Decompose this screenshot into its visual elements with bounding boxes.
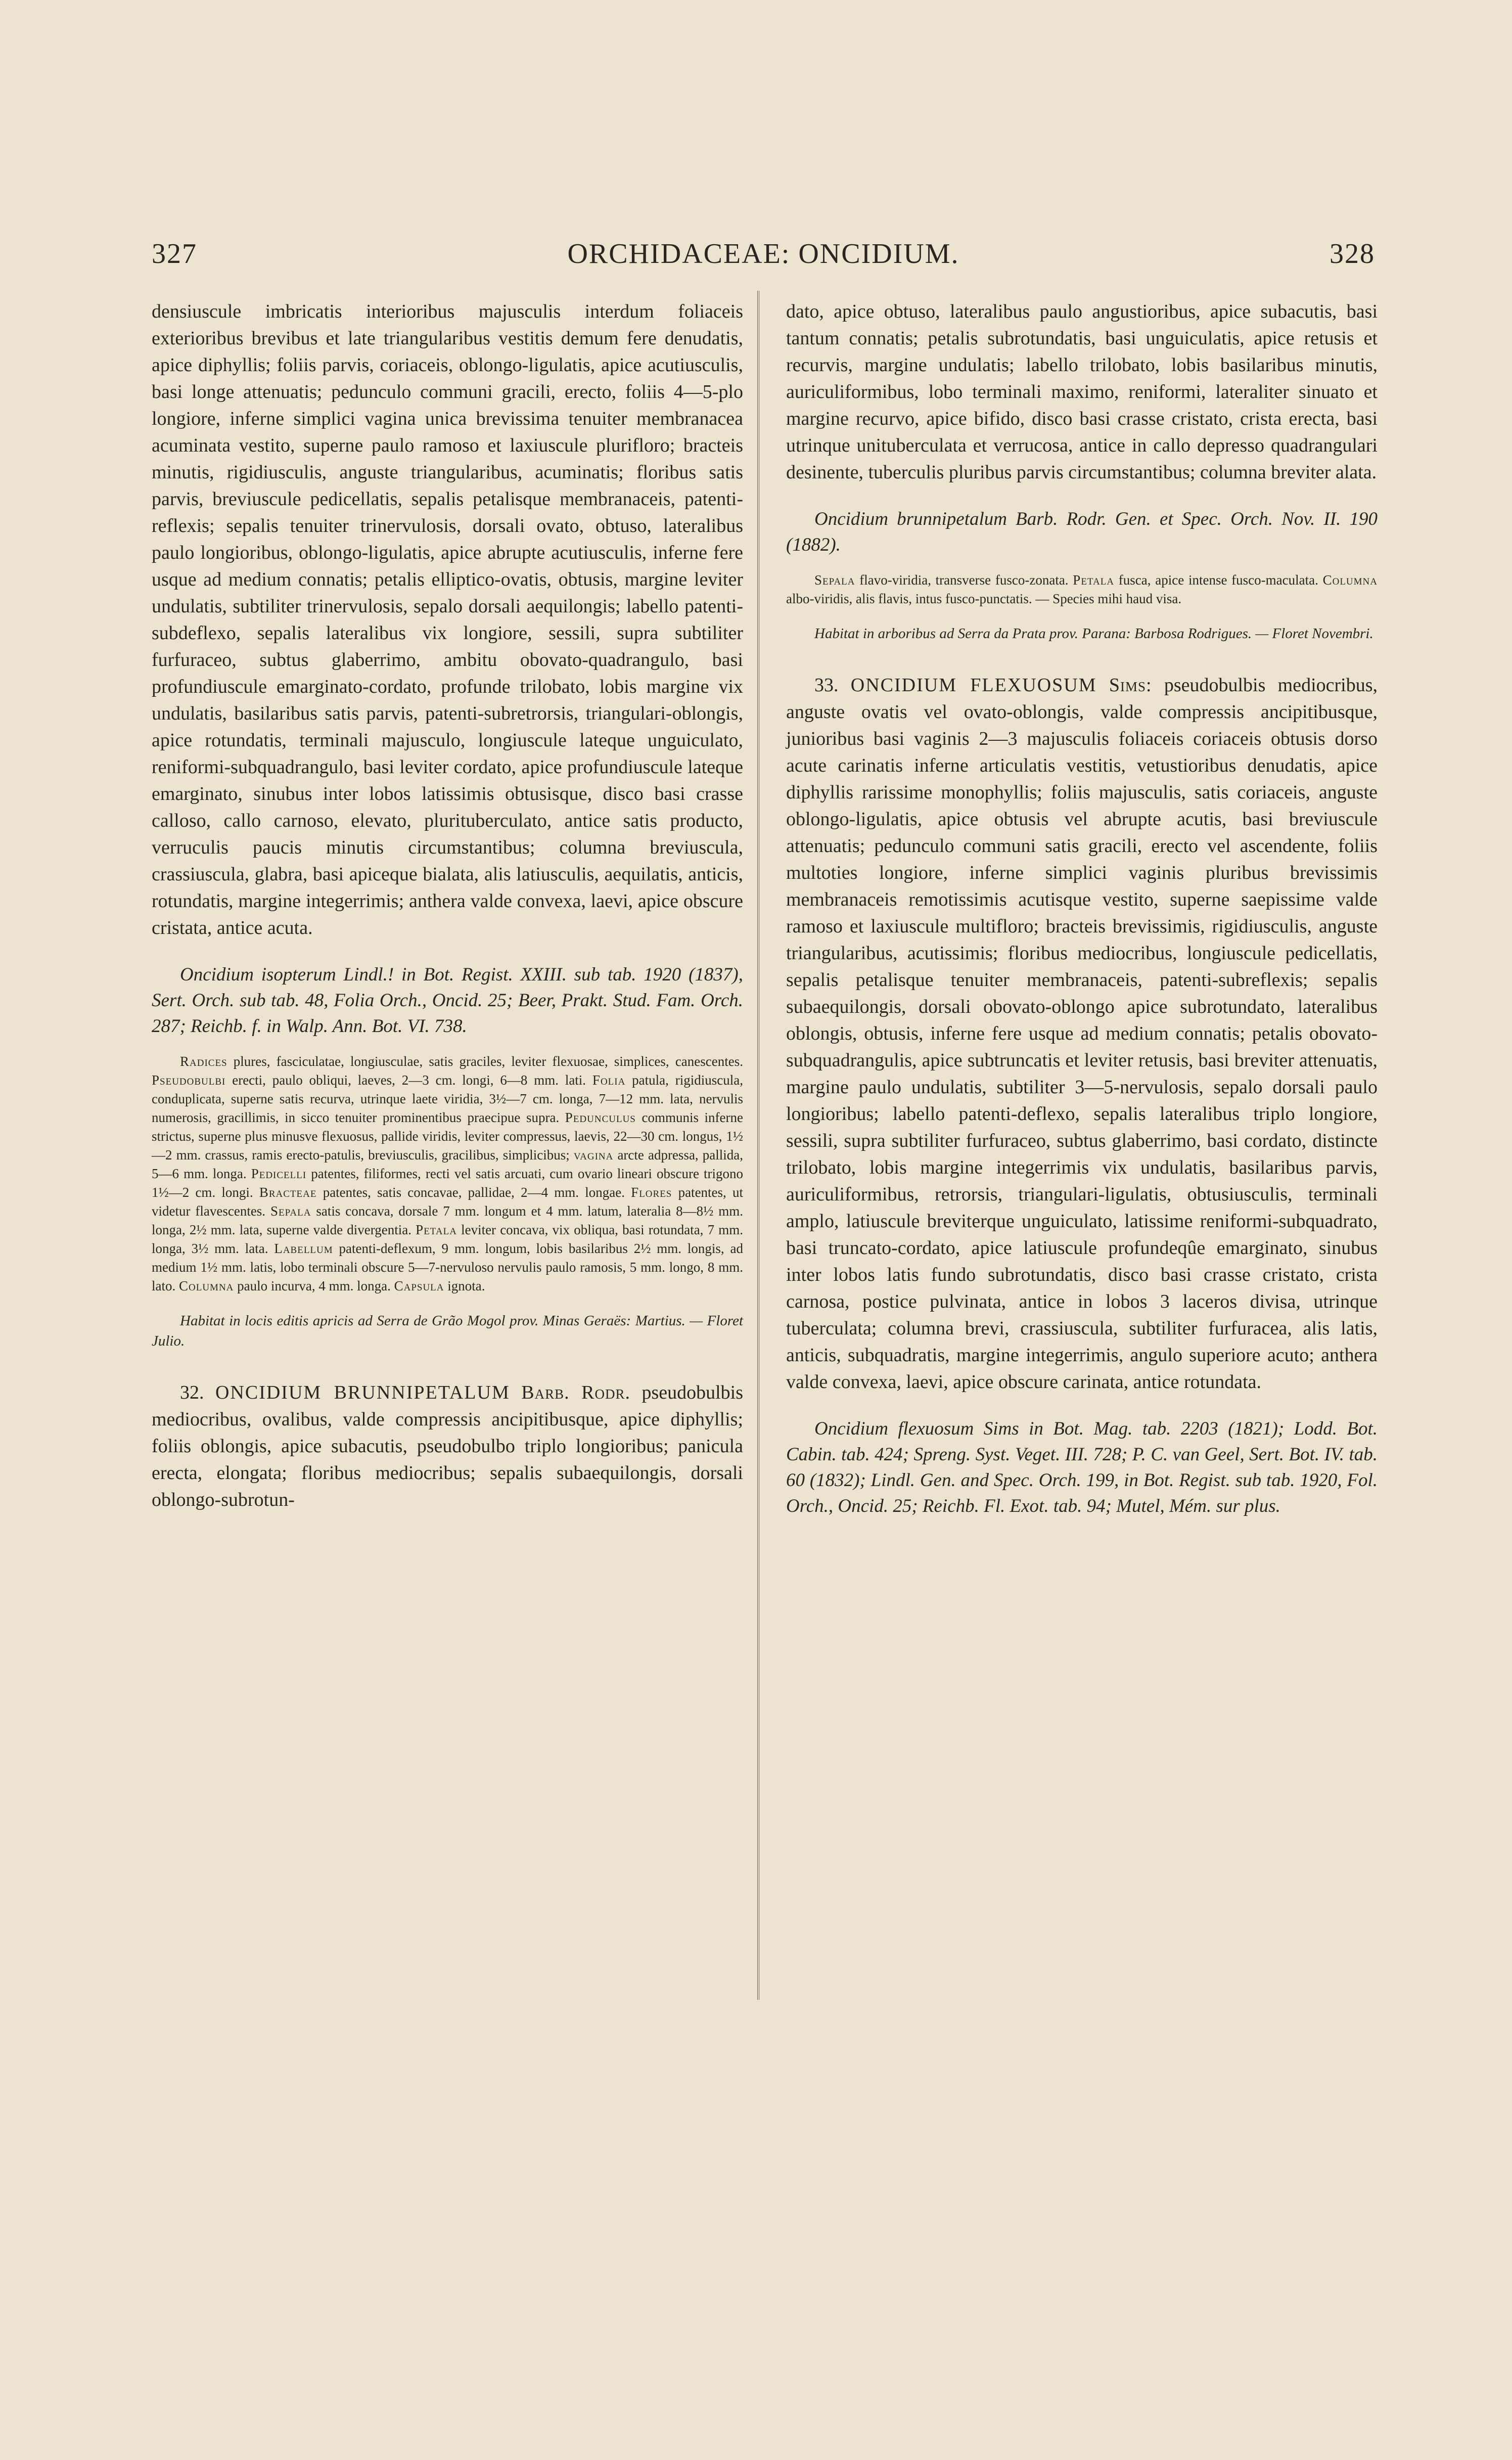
species-diagnosis: pseudobulbis mediocribus, anguste ovatis vel ovato-oblongis, valde compressis ancipitibusque, junioribus basi vaginis 2—3 majusculis foliaceis coriaceis obtusis dorso acute carinatis inferne articulatis vestitis, vetustioribus denudatis, apice diphyllis rarissime monophyllis; foliis majusculis, satis coriaceis, anguste oblongo-ligulatis, apice obtusis vel abrupte acutis, basi breviuscule attenuatis; pedunculo communi satis gracili, erecto vel ascendente, foliis multoties longiore, inferne simplici vaginis pluribus brevissimis membranaceis remotissimis acutisque vestito, superne saepissime valde ramoso et laxiuscule multifloro; bracteis brevissimis, rigidiusculis, anguste triangularibus, acutissimis; floribus mediocribus, longiuscule pedicellatis, sepalis petalisque tenuiter membranaceis, patenti-subreflexis; sepalis subaequilongis, dorsali obovato-oblongo apice subrotundato, lateralibus oblongis, obtusis, inferne fere usque ad medium connatis; petalis obovato-subquadrangulis, apice subtruncatis et leviter retusis, basi breviter attenuatis, margine paulo undulatis, subtiliter 3—5-nervulosis, sepalo dorsali paulo longioribus; labello patenti-deflexo, sepalis lateralibus triplo longiore, sessili, supra subtiliter furfuraceo, subtus glaberrimo, basi cordato, distincte trilobato, lobis margine integerrimis vix undulatis, basilaribus parvis, auriculiformibus, retrorsis, triangulari-ligulatis, obtusiusculis, terminali amplo, latiuscule breviterque unguiculato, latissime reniformi-subquadrato, basi truncato-cordato, apice latiuscule profundeqûe emarginato, sinubus inter lobos latis fundo subrotundatis, disco basi crasse cristato, crista carnosa, postice pulvinata, antice in lobos 3 laceros divisa, utrinque tuberculata; columna brevi, crassiuscula, subtiliter furfuracea, alis latis, anticis, subquadratis, margine integerrimis, angulo superiore acuto; anthera valde convexa, laevi, apice obscure carinata, antice rotundata. [786,675,1378,1393]
running-title: ORCHIDACEAE: ONCIDIUM. [567,238,959,270]
description-text: patenti-deflexum, 9 mm. longum, lobis basilaribus 2½ mm. longis, ad medium 1½ mm. latis, lobo terminali obscure 5—7-nervuloso nervulis paulo ramosis, 5 mm. longo, 8 mm. lato. [152,1241,743,1293]
species-name: ONCIDIUM FLEXUOSUM [850,675,1097,696]
description-text: satis concava, dorsale 7 mm. longum et 4 mm. latum, lateralia 8—8½ mm. longa, 2½ mm. lata, superne valde divergentia. [152,1203,744,1237]
species-entry-32 [152,1379,743,1513]
organ-term: Labellum [274,1241,333,1256]
organ-term: Flores [631,1185,672,1200]
organ-term: Columna [179,1278,234,1293]
description-text: communis inferne strictus, superne plus minusve flexuosus, pallide viridis, leviter compressus, laevis, 22—30 cm. longus, 1½—2 mm. crassus, ramis erecto-patulis, breviusculis, gracilibus, simplicibus; [152,1110,744,1162]
organ-term: Sepala [270,1203,311,1219]
organ-term: Radices [180,1054,227,1069]
organ-term: Capsula [394,1278,444,1293]
continued-description: densiuscule imbricatis interioribus majusculis interdum foliaceis exterioribus brevibus et late triangularibus vestitis demum fere denudatis, apice diphyllis; foliis parvis, coriaceis, oblongo-ligulatis, apice acutiusculis, basi longe attenuatis; pedunculo communi gracili, erecto, foliis 4—5-plo longiore, inferne simplici vagina unica brevissima tenuiter membranacea acuminata vestito, superne paulo ramoso et laxiuscule plurifloro; bracteis minutis, rigidiusculis, anguste triangularibus, acuminatis; floribus satis parvis, breviuscule pedicellatis, sepalis petalisque membranaceis, patenti-reflexis; sepalis tenuiter trinervulosis, dorsali ovato, obtuso, lateralibus paulo longioribus, oblongo-ligulatis, apice abrupte acutiusculis, inferne fere usque ad medium connatis; petalis elliptico-ovatis, obtusis, margine leviter undulatis, subtiliter trinervulosis, sepalo dorsali aequilongis; labello patenti-subdeflexo, sepalis lateralibus vix longiore, sessili, supra subtiliter furfuraceo, subtus glaberrimo, ambitu obovato-quadrangulo, basi profundiuscule emarginato-cordato, profunde trilobato, lobis margine vix undulatis, basilaribus satis parvis, patenti-subretrorsis, triangulari-oblongis, apice rotundatis, terminali majusculo, longiuscule lateque unguiculato, reniformi-subquadrangulo, basi leviter cordato, apice profundiuscule lateque emarginato, sinubus inter lobos latissimis obtusisque, disco basi crasse calloso, callo carnoso, elevato, plurituberculato, antice satis producto, verruculis paucis minutis circumstantibus; columna breviuscula, crassiuscula, glabra, basi apiceque bialata, alis latiusculis, aequilatis, anticis, rotundatis, margine integerrimis; anthera valde convexa, laevi, apice obscure cristata, antice acuta. [152,301,743,938]
left-column [152,298,743,1513]
page-number-left: 327 [152,238,197,270]
species-diagnosis: pseudobulbis mediocribus, ovalibus, valde compressis ancipitibusque, apice diphyllis; foliis oblongis, apice subacutis, pseudobulbo triplo longioribus; panicula erecta, elongata; floribus mediocribus; sepalis subaequilongis, dorsali oblongo-subrotun- [152,1382,743,1510]
species-entry-33 [786,672,1378,1396]
description-text: erecti, paulo obliqui, laeves, 2—3 cm. longi, 6—8 mm. lati. [225,1072,592,1088]
organ-term: Columna [1322,572,1378,588]
continued-diagnosis: dato, apice obtuso, lateralibus paulo angustioribus, apice subacutis, basi tantum connatis; petalis subrotundatis, basi unguiculatis, apice retusis et recurvis, margine undulatis; labello trilobato, lobis basilaribus minutis, auriculiformibus, lobo terminali maximo, reniformi, lateraliter sinuato et margine recurvo, apice bifido, disco basi crasse cristato, crista erecta, basi utrinque unituberculata et verrucosa, antice in callo depresso quadrangulari desinente, tuberculis pluribus parvis circumstantibus; columna breviter alata. [786,301,1378,483]
synonymy: Oncidium isopterum Lindl.! in Bot. Regist. XXIII. sub tab. 1920 (1837), Sert. Orch. sub tab. 48, Folia Orch., Oncid. 25; Beer, Prakt. Stud. Fam. Orch. 287; Reichb. f. in Walp. Ann. Bot. VI. 738. [152,964,743,1037]
description-text: patula, rigidiuscula, conduplicata, superne satis recurva, utrinque laete viridia, 3½—7 cm. longa, 7—12 mm. lata, nervulis numerosis, gracillimis, in sicco tenuiter prominentibus praecipue supra. [152,1072,743,1125]
right-column [786,298,1378,1519]
description-text: albo-viridis, alis flavis, intus fusco-punctatis. — Species mihi haud visa. [786,591,1182,606]
description-text: plures, fasciculatae, longiusculae, satis graciles, leviter flexuosae, simplices, canescentes. [227,1054,743,1069]
synonymy: Oncidium brunnipetalum Barb. Rodr. Gen. et Spec. Orch. Nov. II. 190 (1882). [786,509,1378,555]
description-text: fusca, apice intense fusco-maculata. [1114,572,1323,588]
habitat-note: Habitat in locis editis apricis ad Serra de Grão Mogol prov. Minas Geraës: Martius. — Floret Julio. [152,1313,743,1349]
organ-term: Folia [592,1072,626,1088]
detailed-description [152,1052,743,1295]
species-authority: Sims: [1109,675,1152,696]
description-text: flavo-viridia, transverse fusco-zonata. [855,572,1073,588]
organ-term: Bracteae [259,1185,317,1200]
organ-term: Pedicelli [251,1166,307,1181]
running-header [152,238,1375,278]
organ-term: Pseudobulbi [152,1072,226,1088]
species-number: 32. [180,1382,204,1403]
detailed-description [786,571,1378,608]
description-text: arcte adpressa, pallida, 5—6 mm. longa. [152,1147,743,1181]
description-text: leviter concava, vix obliqua, basi rotundata, 7 mm. longa, 3½ mm. lata. [152,1222,743,1256]
page-number-right: 328 [1330,238,1375,270]
organ-term: Petala [416,1222,457,1237]
species-number: 33. [814,675,839,696]
species-name: ONCIDIUM BRUNNIPETALUM [215,1382,510,1403]
description-text: patentes, satis concavae, pallidae, 2—4 mm. longae. [316,1185,631,1200]
organ-term: vagina [573,1147,614,1162]
habitat-note: Habitat in arboribus ad Serra da Prata prov. Parana: Barbosa Rodrigues. — Floret Novembri. [814,625,1373,642]
species-authority: Barb. Rodr. [521,1382,630,1403]
synonymy: Oncidium flexuosum Sims in Bot. Mag. tab. 2203 (1821); Lodd. Bot. Cabin. tab. 424; Spreng. Syst. Veget. III. 728; P. C. van Geel, Sert. Bot. IV. tab. 60 (1832); Lindl. Gen. and Spec. Orch. 199, in Bot. Regist. sub tab. 1920, Fol. Orch., Oncid. 25; Reichb. Fl. Exot. tab. 94; Mutel, Mém. sur plus. [786,1418,1378,1516]
organ-term: Sepala [814,572,855,588]
description-text: patentes, filiformes, recti vel satis arcuati, cum ovario lineari obscure trigono 1½—2 cm. longi. [152,1166,743,1200]
organ-term: Pedunculus [565,1110,636,1125]
column-divider [757,291,759,2000]
description-text: paulo incurva, 4 mm. longa. [234,1278,394,1293]
organ-term: Petala [1073,572,1115,588]
description-text: ignota. [444,1278,485,1293]
description-text: patentes, ut videtur flavescentes. [152,1185,743,1219]
